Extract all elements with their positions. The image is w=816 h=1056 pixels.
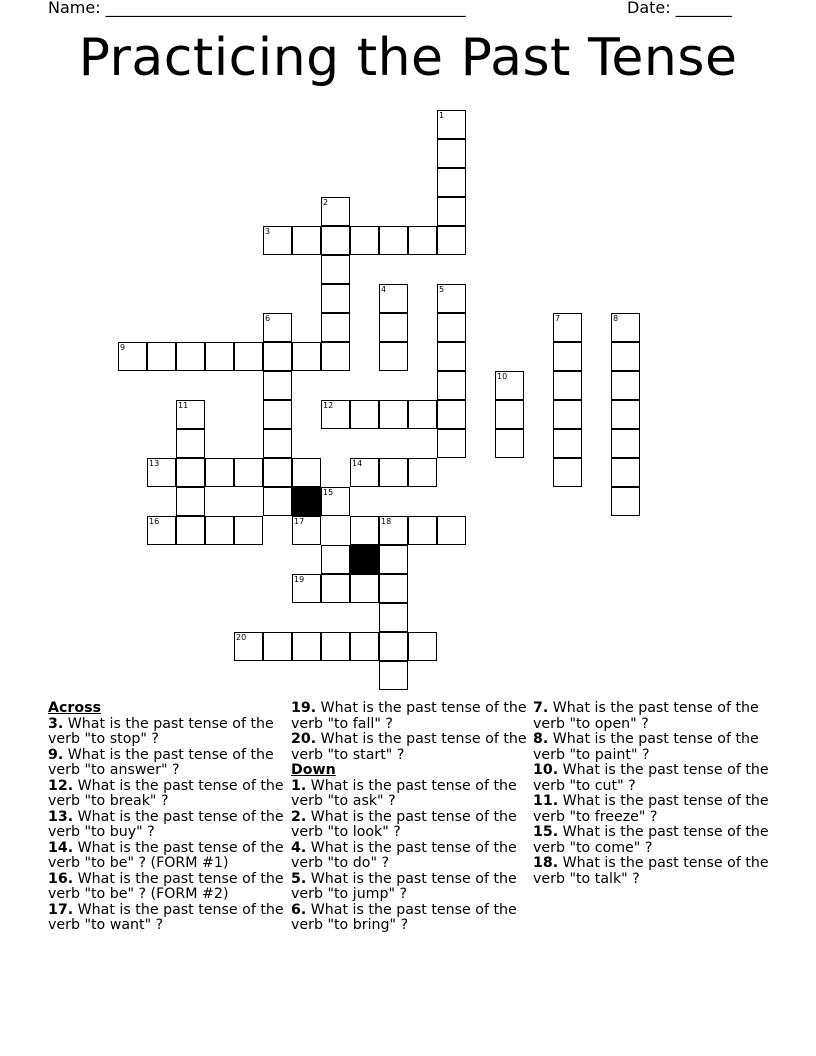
- crossword-cell[interactable]: [553, 371, 582, 400]
- crossword-cell[interactable]: [379, 516, 408, 545]
- clue-item-text: What is the past tense of the verb "to buy" ?: [48, 808, 284, 840]
- crossword-cell[interactable]: [553, 429, 582, 458]
- clue-number: 1: [439, 111, 445, 120]
- clue-item: [48, 872, 284, 903]
- crossword-cell[interactable]: [147, 458, 176, 487]
- clue-number: 15: [323, 488, 334, 497]
- crossword-cell[interactable]: [350, 226, 379, 255]
- crossword-cell[interactable]: [379, 226, 408, 255]
- crossword-cell[interactable]: [263, 313, 292, 342]
- crossword-cell[interactable]: [408, 516, 437, 545]
- crossword-cell[interactable]: [611, 429, 640, 458]
- clue-item: [533, 732, 769, 763]
- clue-item-number: 9.: [48, 746, 64, 763]
- name-field-label: Name: _____________________________________________: [48, 0, 466, 17]
- crossword-cell[interactable]: [321, 400, 350, 429]
- crossword-cell[interactable]: [118, 342, 147, 371]
- crossword-cell[interactable]: [350, 458, 379, 487]
- crossword-cell[interactable]: [205, 516, 234, 545]
- crossword-cell[interactable]: [292, 458, 321, 487]
- clue-item: [48, 779, 284, 810]
- crossword-cell[interactable]: [408, 632, 437, 661]
- clue-item: [48, 748, 284, 779]
- crossword-cell[interactable]: [408, 458, 437, 487]
- clue-item-text: What is the past tense of the verb "to ask" ?: [291, 777, 517, 809]
- clue-item: [291, 872, 527, 903]
- clue-number: 20: [236, 633, 247, 642]
- crossword-cell[interactable]: [437, 400, 466, 429]
- crossword-cell[interactable]: [176, 400, 205, 429]
- clue-section-heading: Down: [291, 762, 336, 778]
- crossword-cell[interactable]: [437, 313, 466, 342]
- clue-item-number: 19.: [291, 700, 317, 716]
- clue-item: [533, 701, 769, 732]
- crossword-cell[interactable]: [205, 458, 234, 487]
- crossword-cell[interactable]: [263, 342, 292, 371]
- crossword-cell[interactable]: [321, 313, 350, 342]
- crossword-cell[interactable]: [263, 632, 292, 661]
- crossword-cell[interactable]: [292, 574, 321, 603]
- crossword-cell[interactable]: [263, 429, 292, 458]
- clue-item-text: What is the past tense of the verb "to do" ?: [291, 839, 517, 871]
- clue-item-number: 12.: [48, 777, 74, 794]
- crossword-cell[interactable]: [437, 197, 466, 226]
- crossword-cell[interactable]: [234, 516, 263, 545]
- crossword-cell[interactable]: [321, 197, 350, 226]
- crossword-cell[interactable]: [350, 400, 379, 429]
- date-field-label: Date: _______: [627, 0, 732, 17]
- crossword-cell[interactable]: [379, 632, 408, 661]
- clue-item-number: 4.: [291, 839, 307, 856]
- clue-item: [291, 810, 527, 841]
- crossword-cell[interactable]: [437, 168, 466, 197]
- crossword-cell[interactable]: [379, 574, 408, 603]
- clue-item-text: What is the past tense of the verb "to bring" ?: [291, 901, 517, 933]
- crossword-cell[interactable]: [321, 545, 350, 574]
- crossword-cell[interactable]: [437, 342, 466, 371]
- clue-number: 12: [323, 401, 334, 410]
- clue-item-number: 17.: [48, 901, 74, 918]
- clue-item-number: 15.: [533, 824, 559, 840]
- clue-number: 16: [149, 517, 160, 526]
- crossword-cell[interactable]: [379, 400, 408, 429]
- crossword-cell[interactable]: [147, 516, 176, 545]
- crossword-cell[interactable]: [437, 516, 466, 545]
- clue-item-number: 10.: [533, 762, 559, 778]
- crossword-cell[interactable]: [176, 458, 205, 487]
- clue-item-text: What is the past tense of the verb "to answer" ?: [48, 746, 274, 778]
- crossword-cell[interactable]: [176, 429, 205, 458]
- crossword-cell[interactable]: [553, 342, 582, 371]
- clue-item-text: What is the past tense of the verb "to be" ? (FORM #2): [48, 870, 284, 902]
- crossword-cell[interactable]: [321, 632, 350, 661]
- crossword-cell[interactable]: [321, 487, 350, 516]
- clue-item-number: 7.: [533, 700, 549, 716]
- clue-number: 10: [497, 372, 508, 381]
- crossword-cell[interactable]: [408, 226, 437, 255]
- crossword-cell[interactable]: [611, 371, 640, 400]
- crossword-cell[interactable]: [176, 516, 205, 545]
- clue-item-text: What is the past tense of the verb "to look" ?: [291, 808, 517, 840]
- crossword-cell[interactable]: [611, 487, 640, 516]
- crossword-cell[interactable]: [437, 429, 466, 458]
- crossword-cell[interactable]: [379, 661, 408, 690]
- crossword-cell[interactable]: [495, 429, 524, 458]
- clue-item-text: What is the past tense of the verb "to come" ?: [533, 824, 769, 856]
- crossword-cell[interactable]: [321, 284, 350, 313]
- clue-item-text: What is the past tense of the verb "to freeze" ?: [533, 793, 769, 825]
- crossword-cell[interactable]: [205, 342, 234, 371]
- crossword-cell[interactable]: [234, 632, 263, 661]
- clue-number: 4: [381, 285, 387, 294]
- clue-item-text: What is the past tense of the verb "to fall" ?: [291, 700, 527, 732]
- clue-item: [291, 903, 527, 934]
- clue-item: [48, 903, 284, 934]
- clue-item: [291, 779, 527, 810]
- clue-item-number: 14.: [48, 839, 74, 856]
- crossword-cell[interactable]: [147, 342, 176, 371]
- crossword-cell[interactable]: [437, 110, 466, 139]
- clue-number: 9: [120, 343, 126, 352]
- crossword-cell[interactable]: [495, 371, 524, 400]
- crossword-cell[interactable]: [553, 313, 582, 342]
- clue-item-text: What is the past tense of the verb "to stop" ?: [48, 715, 274, 747]
- clue-item: [291, 701, 527, 732]
- clue-item-number: 8.: [533, 731, 549, 747]
- crossword-cell[interactable]: [321, 226, 350, 255]
- clue-item-text: What is the past tense of the verb "to cut" ?: [533, 762, 769, 794]
- clue-number: 13: [149, 459, 160, 468]
- clue-number: 11: [178, 401, 189, 410]
- crossword-cell[interactable]: [321, 574, 350, 603]
- crossword-cell[interactable]: [321, 342, 350, 371]
- clue-number: 18: [381, 517, 392, 526]
- crossword-cell[interactable]: [611, 342, 640, 371]
- clue-item: [291, 841, 527, 872]
- crossword-cell[interactable]: [234, 342, 263, 371]
- crossword-cell[interactable]: [292, 516, 321, 545]
- clue-number: 14: [352, 459, 363, 468]
- clue-item: [291, 732, 527, 763]
- crossword-cell[interactable]: [263, 487, 292, 516]
- clue-item-number: 20.: [291, 731, 317, 747]
- clue-item-text: What is the past tense of the verb "to paint" ?: [533, 731, 759, 763]
- clue-item-number: 1.: [291, 777, 307, 794]
- clue-item: [48, 841, 284, 872]
- crossword-cell[interactable]: [495, 400, 524, 429]
- clues-column-1: [48, 701, 284, 934]
- crossword-cell[interactable]: [263, 458, 292, 487]
- clue-item-text: What is the past tense of the verb "to talk" ?: [533, 855, 769, 887]
- clue-item-text: What is the past tense of the verb "to open" ?: [533, 700, 759, 732]
- crossword-cell[interactable]: [553, 400, 582, 429]
- crossword-cell[interactable]: [437, 226, 466, 255]
- crossword-cell[interactable]: [611, 458, 640, 487]
- crossword-cell[interactable]: [321, 255, 350, 284]
- clue-number: 17: [294, 517, 305, 526]
- clue-item-number: 2.: [291, 808, 307, 825]
- clue-number: 5: [439, 285, 445, 294]
- clue-number: 19: [294, 575, 305, 584]
- crossword-cell[interactable]: [379, 284, 408, 313]
- clue-item: [533, 763, 769, 794]
- crossword-cell[interactable]: [292, 632, 321, 661]
- clues-column-3: [533, 701, 769, 887]
- crossword-cell[interactable]: [176, 342, 205, 371]
- black-cell: [292, 487, 321, 516]
- clue-item-text: What is the past tense of the verb "to jump" ?: [291, 870, 517, 902]
- crossword-cell[interactable]: [379, 545, 408, 574]
- clue-item-number: 3.: [48, 715, 64, 732]
- crossword-cell[interactable]: [350, 632, 379, 661]
- black-cell: [350, 545, 379, 574]
- crossword-cell[interactable]: [379, 458, 408, 487]
- clue-number: 3: [265, 227, 271, 236]
- clue-item-number: 11.: [533, 793, 559, 809]
- crossword-cell[interactable]: [437, 371, 466, 400]
- crossword-cell[interactable]: [176, 487, 205, 516]
- crossword-cell[interactable]: [263, 371, 292, 400]
- clue-number: 8: [613, 314, 619, 323]
- clue-item-text: What is the past tense of the verb "to be" ? (FORM #1): [48, 839, 284, 871]
- clue-item-text: What is the past tense of the verb "to want" ?: [48, 901, 284, 933]
- crossword-cell[interactable]: [437, 284, 466, 313]
- clue-item: [48, 810, 284, 841]
- crossword-cell[interactable]: [611, 313, 640, 342]
- clue-item-number: 6.: [291, 901, 307, 918]
- crossword-cell[interactable]: [379, 342, 408, 371]
- page-title: Practicing the Past Tense: [78, 28, 738, 88]
- clue-item-number: 13.: [48, 808, 74, 825]
- crossword-cell[interactable]: [350, 574, 379, 603]
- crossword-cell[interactable]: [292, 342, 321, 371]
- crossword-cell[interactable]: [553, 458, 582, 487]
- clue-section-heading: Across: [48, 700, 102, 716]
- crossword-cell[interactable]: [292, 226, 321, 255]
- crossword-cell[interactable]: [379, 603, 408, 632]
- clue-item: [533, 856, 769, 887]
- clue-number: 2: [323, 198, 329, 207]
- clue-item: [533, 794, 769, 825]
- crossword-cell[interactable]: [437, 139, 466, 168]
- clue-item-text: What is the past tense of the verb "to break" ?: [48, 777, 284, 809]
- crossword-cell[interactable]: [350, 516, 379, 545]
- crossword-cell[interactable]: [263, 400, 292, 429]
- clue-item: [48, 717, 284, 748]
- clue-item: [533, 825, 769, 856]
- crossword-cell[interactable]: [611, 400, 640, 429]
- crossword-cell[interactable]: [379, 313, 408, 342]
- clue-number: 7: [555, 314, 561, 323]
- clue-item-text: What is the past tense of the verb "to start" ?: [291, 731, 527, 763]
- crossword-cell[interactable]: [234, 458, 263, 487]
- clue-item-number: 18.: [533, 855, 559, 871]
- crossword-cell[interactable]: [408, 400, 437, 429]
- clue-number: 6: [265, 314, 271, 323]
- clues-column-2: [291, 701, 527, 934]
- crossword-cell[interactable]: [263, 226, 292, 255]
- clue-item-number: 16.: [48, 870, 74, 887]
- clue-item-number: 5.: [291, 870, 307, 887]
